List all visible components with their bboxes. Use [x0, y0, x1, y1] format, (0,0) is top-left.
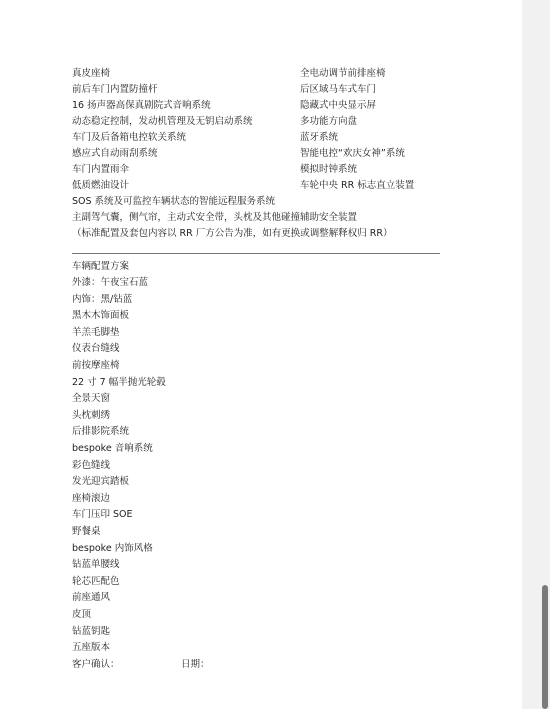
config-item: bespoke 内饰风格 [72, 542, 153, 554]
feature-item: 多功能方向盘 [300, 116, 358, 127]
config-item: 黑木木饰面板 [72, 310, 130, 322]
config-item: 皮顶 [72, 609, 92, 620]
config-item: 野餐桌 [72, 526, 101, 537]
feature-item: 16 扬声器高保真剧院式音响系统 [72, 100, 211, 111]
feature-item: 模拟时钟系统 [300, 164, 358, 175]
date-label: 日期： [181, 659, 210, 670]
config-item: 外漆：午夜宝石蓝 [72, 277, 149, 288]
config-item: 车门压印 SOE [72, 509, 133, 521]
feature-item: 真皮座椅 [72, 68, 111, 79]
config-item: 轮芯匹配色 [72, 575, 120, 587]
section-divider [72, 253, 440, 254]
config-item: 钻蓝单腰线 [72, 559, 120, 571]
feature-item: 智能电控“欢庆女神”系统 [300, 148, 405, 159]
config-item: 前座通风 [72, 592, 111, 604]
config-item: 后排影院系统 [72, 426, 130, 438]
config-item: 前按摩座椅 [72, 360, 120, 371]
feature-item: 后区域马车式车门 [300, 84, 377, 95]
config-item: 羊羔毛脚垫 [72, 326, 120, 338]
feature-item: 前后车门内置防撞杆 [72, 84, 158, 95]
feature-item: 蓝牙系统 [300, 132, 339, 143]
feature-item: SOS 系统及可监控车辆状态的智能远程服务系统 [72, 196, 276, 207]
scrollbar-thumb[interactable] [542, 585, 548, 709]
feature-item: 车门内置雨伞 [72, 164, 130, 175]
config-item: 钻蓝钥匙 [72, 625, 111, 637]
feature-item: 低质燃油设计 [72, 180, 130, 191]
config-item: 座椅滚边 [72, 492, 111, 504]
config-item: 彩色缝线 [72, 459, 111, 471]
config-item: 头枕刺绣 [72, 409, 111, 421]
config-item: 全景天窗 [72, 393, 111, 405]
vertical-scrollbar[interactable] [522, 0, 550, 709]
feature-item: 感应式自动雨刮系统 [72, 148, 158, 159]
feature-item: 车轮中央 RR 标志直立装置 [300, 180, 415, 191]
config-item: 仪表台缝线 [72, 343, 120, 355]
feature-item: （标准配置及套包内容以 RR 厂方公告为准，如有更换或调整解释权归 RR） [72, 228, 393, 239]
config-title: 车辆配置方案 [72, 261, 130, 272]
feature-item: 主副驾气囊，侧气帘，主动式安全带，头枕及其他碰撞辅助安全装置 [72, 212, 358, 223]
feature-item: 全电动调节前排座椅 [300, 68, 386, 79]
config-item: 22 寸 7 幅半抛光轮毂 [72, 376, 166, 388]
feature-item: 动态稳定控制，发动机管理及无钥启动系统 [72, 116, 253, 127]
feature-item: 隐藏式中央显示屏 [300, 100, 377, 111]
config-item: bespoke 音响系统 [72, 443, 153, 454]
config-item: 发光迎宾踏板 [72, 476, 130, 488]
config-item: 五座版本 [72, 642, 111, 654]
feature-item: 车门及后备箱电控软关系统 [72, 132, 187, 143]
config-item: 内饰：黑/钻蓝 [72, 293, 133, 305]
customer-confirm-label: 客户确认： [72, 659, 120, 670]
